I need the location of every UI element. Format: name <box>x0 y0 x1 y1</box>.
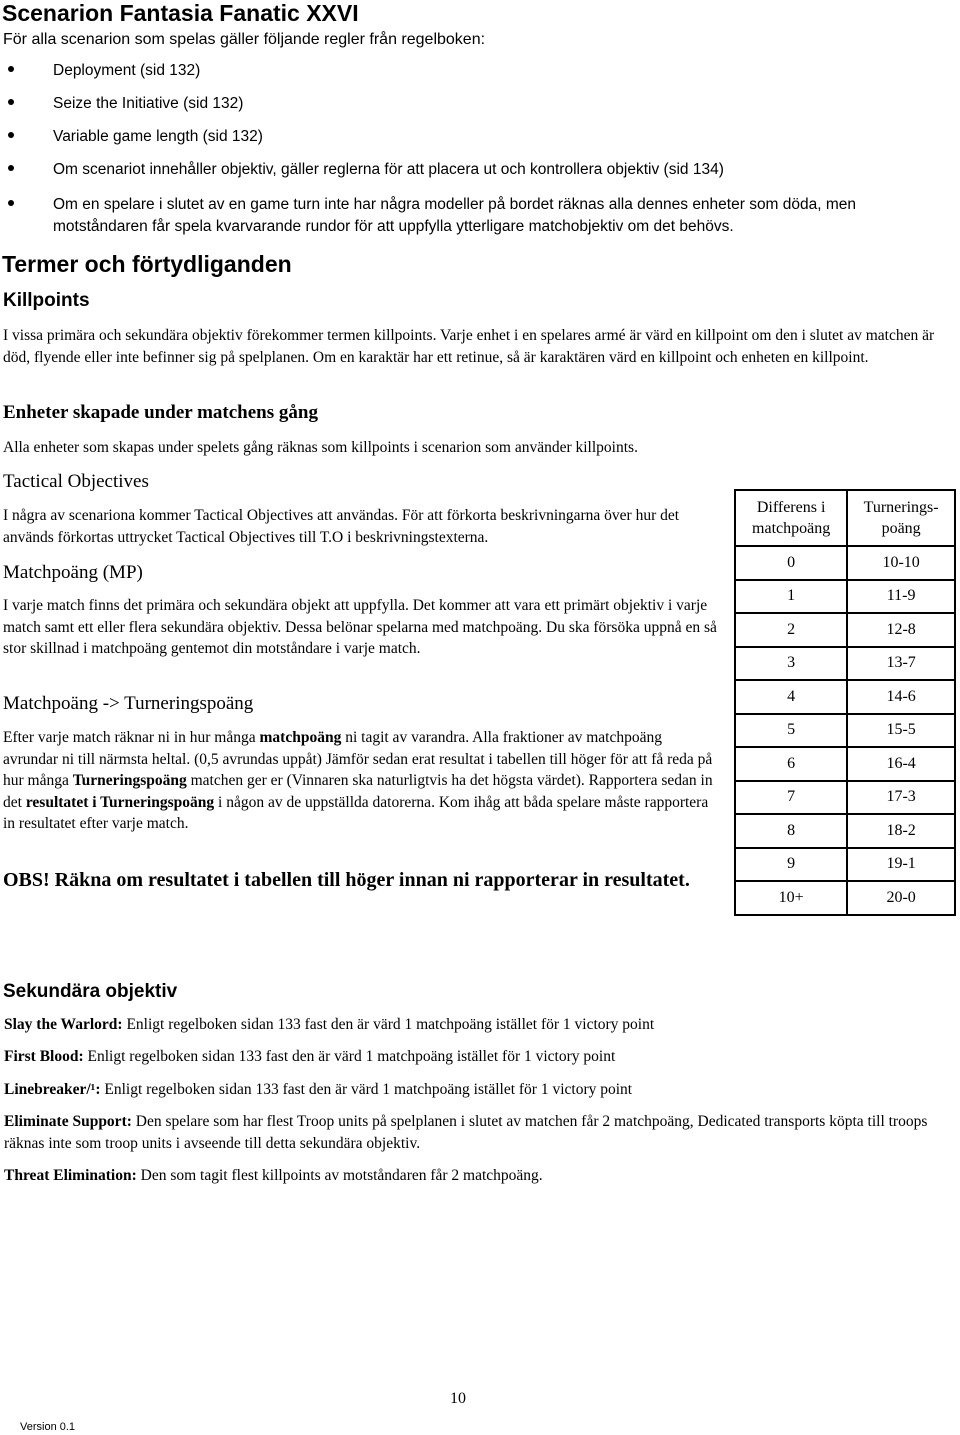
table-cell: 4 <box>735 680 847 714</box>
table-row <box>735 848 955 882</box>
table-cell: 12-8 <box>847 613 955 647</box>
table-header-cell: Differens i matchpoäng <box>735 490 847 546</box>
secondary-objective: Eliminate Support: Den spelare som har flest Troop units på spelplanen i slutet av matchen får 2 matchpoäng, Dedicated transports köpta till troops räknas inte som troop units i avseende till detta sekundära objektiv. <box>4 1113 928 1152</box>
table-cell: 18-2 <box>847 814 955 848</box>
secondary-objective: First Blood: Enligt regelboken sidan 133 fast den är värd 1 matchpoäng istället för 1 victory point <box>4 1048 616 1065</box>
table-row <box>735 747 955 781</box>
page-title: Scenarion Fantasia Fanatic XXVI <box>2 0 359 26</box>
table-cell: 6 <box>735 747 847 781</box>
table-row <box>735 814 955 848</box>
killpoints-text: I vissa primära och sekundära objektiv förekommer termen killpoints. Varje enhet i en spelares armé är värd en killpoint om den i slutet av matchen är död, flyende eller inte befinner sig på spelplanen. Om en karaktär har ett retinue, så är karaktären värd en killpoint och enheten en killpoint. <box>3 327 935 366</box>
intro-text: För alla scenarion som spelas gäller följande regler från regelboken: <box>3 31 486 48</box>
units-heading: Enheter skapade under matchens gång <box>3 402 318 423</box>
table-cell: 17-3 <box>847 781 955 815</box>
table-row <box>735 613 955 647</box>
table-cell: 0 <box>735 546 847 580</box>
table-row <box>735 680 955 714</box>
table-row <box>735 546 955 580</box>
table-cell: 3 <box>735 647 847 681</box>
points-table <box>734 489 956 916</box>
table-cell: 10-10 <box>847 546 955 580</box>
table-cell: 14-6 <box>847 680 955 714</box>
table-row <box>735 881 955 915</box>
table-cell: 13-7 <box>847 647 955 681</box>
conv-heading: Matchpoäng -> Turneringspoäng <box>3 693 254 714</box>
table-cell: 19-1 <box>847 848 955 882</box>
bullet-icon <box>8 200 14 206</box>
table-row <box>735 781 955 815</box>
killpoints-heading: Killpoints <box>3 290 90 311</box>
table-header-cell: Turnerings- poäng <box>847 490 955 546</box>
table-cell: 1 <box>735 580 847 614</box>
secondary-objective: Slay the Warlord: Enligt regelboken sidan 133 fast den är värd 1 matchpoäng istället för 1 victory point <box>4 1016 655 1033</box>
units-text: Alla enheter som skapas under spelets gång räknas som killpoints i scenarion som använder killpoints. <box>3 439 638 456</box>
table-cell: 20-0 <box>847 881 955 915</box>
mp-text: I varje match finns det primära och sekundära objekt att uppfylla. Det kommer att vara ett primärt objektiv i varje match samt ett eller flera sekundära objektiv. Dessa belönar spelarna med matchpoäng. Du ska försöka uppnå en så stor skillnad i matchpoäng gentemot din motståndare i varje match. <box>3 597 717 657</box>
bullet-icon <box>8 165 14 171</box>
table-row <box>735 714 955 748</box>
table-cell: 10+ <box>735 881 847 915</box>
obs-note: OBS! Räkna om resultatet i tabellen till höger innan ni rapporterar in resultatet. <box>3 869 690 891</box>
table-cell: 15-5 <box>847 714 955 748</box>
table-cell: 7 <box>735 781 847 815</box>
bullet-icon <box>8 99 14 105</box>
table-row <box>735 647 955 681</box>
table-cell: 16-4 <box>847 747 955 781</box>
page-number: 10 <box>450 1390 466 1407</box>
version-label: Version 0.1 <box>20 1421 76 1433</box>
table-cell: 11-9 <box>847 580 955 614</box>
terms-heading: Termer och förtydliganden <box>2 251 292 277</box>
table-row <box>735 580 955 614</box>
mp-heading: Matchpoäng (MP) <box>3 562 143 583</box>
tactical-text: I några av scenariona kommer Tactical Objectives att användas. För att förkorta beskrivningarna över hur det används förkortas uttrycket Tactical Objectives till T.O i beskrivningstexterna. <box>3 507 680 546</box>
bullet-icon <box>8 66 14 72</box>
bullet-icon <box>8 132 14 138</box>
table-cell: 5 <box>735 714 847 748</box>
table-cell: 9 <box>735 848 847 882</box>
secondary-heading: Sekundära objektiv <box>3 981 178 1002</box>
secondary-objective: Threat Elimination: Den som tagit flest killpoints av motståndaren får 2 matchpoäng. <box>4 1167 543 1184</box>
conv-text: Efter varje match räknar ni in hur många matchpoäng ni tagit av varandra. Alla fraktioner av matchpoäng avrundar ni till närmsta heltal. (0,5 avrundas uppåt) Jämför sedan erat resultat i tabellen till höger för att få reda på hur många Turneringspoäng matchen ger er (Vinnaren ska naturligtvis ha det högsta värdet). Rapportera sedan in det resultatet i Turneringspoäng i någon av de uppställda datorerna. Kom ihåg att båda spelare måste rapportera in resultatet efter varje match. <box>3 729 713 832</box>
table-cell: 2 <box>735 613 847 647</box>
table-header-row <box>735 490 955 546</box>
secondary-objective: Linebreaker/¹: Enligt regelboken sidan 133 fast den är värd 1 matchpoäng istället för 1 victory point <box>4 1081 633 1098</box>
table-cell: 8 <box>735 814 847 848</box>
tactical-heading: Tactical Objectives <box>3 471 149 492</box>
